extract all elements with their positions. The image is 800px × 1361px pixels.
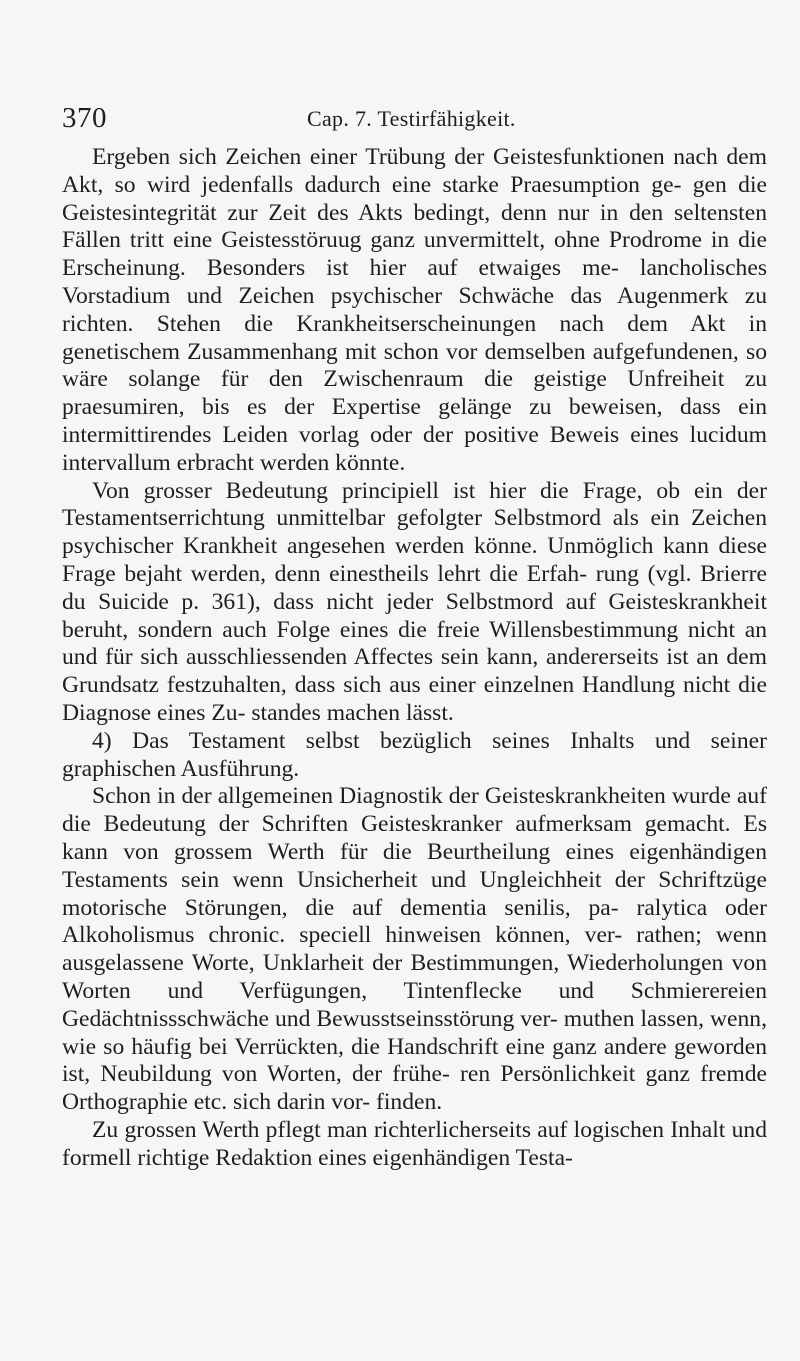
- running-head: Cap. 7. Testirfähigkeit.: [307, 106, 516, 131]
- page-number: 370: [62, 102, 107, 134]
- paragraph: Schon in der allgemeinen Diagnostik der Geisteskrankheiten wurde auf die Bedeutung der Schriften Geisteskranker aufmerksam gemacht. Es kann von grossem Werth für die Beurtheilung eines eigenhändigen Testaments sein wenn Unsicherheit und Ungleichheit der Schriftzüge motorische Störungen, die auf dementia senilis, pa- ralytica oder Alkoholismus chronic. speciell hinweisen können, ver- rathen; wenn ausgelassene Worte, Unklarheit der Bestimmungen, Wiederholungen von Worten und Verfügungen, Tintenflecke und Schmierereien Gedächtnissschwäche und Bewusstseinsstörung ver- muthen lassen, wenn, wie so häufig bei Verrückten, die Handschrift eine ganz andere geworden ist, Neubildung von Worten, der frühe- ren Persönlichkeit ganz fremde Orthographie etc. sich darin vor- finden.: [62, 783, 767, 1116]
- paragraph: Von grosser Bedeutung principiell ist hier die Frage, ob ein der Testamentserrichtung unmittelbar gefolgter Selbstmord als ein Zeichen psychischer Krankheit angesehen werden könne. Unmöglich kann diese Frage bejaht werden, denn einestheils lehrt die Erfah- rung (vgl. Brierre du Suicide p. 361), dass nicht jeder Selbstmord auf Geisteskrankheit beruht, sondern auch Folge eines die freie Willensbestimmung nicht an und für sich ausschliessenden Affectes sein kann, andererseits ist an dem Grundsatz festzuhalten, dass sich aus einer einzelnen Handlung nicht die Diagnose eines Zu- standes machen lässt.: [62, 477, 767, 726]
- paragraph: Ergeben sich Zeichen einer Trübung der Geistesfunktionen nach dem Akt, so wird jedenfalls dadurch eine starke Praesumption ge- gen die Geistesintegrität zur Zeit des Akts bedingt, denn nur in den seltensten Fällen tritt eine Geistesstöruug ganz unvermittelt, ohne Prodrome in die Erscheinung. Besonders ist hier auf etwaiges me- lancholisches Vorstadium und Zeichen psychischer Schwäche das Augenmerk zu richten. Stehen die Krankheitserscheinungen nach dem Akt in genetischem Zusammenhang mit schon vor demselben aufgefundenen, so wäre solange für den Zwischenraum die geistige Unfreiheit zu praesumiren, bis es der Expertise gelänge zu beweisen, dass ein intermittirendes Leiden vorlag oder der positive Beweis eines lucidum intervallum erbracht werden könnte.: [62, 144, 767, 476]
- body-text: [62, 144, 767, 1172]
- page-header: [62, 102, 762, 142]
- paragraph: Zu grossen Werth pflegt man richterlicherseits auf logischen Inhalt und formell richtige Redaktion eines eigenhändigen Testa-: [62, 1116, 767, 1171]
- section-heading: 4) Das Testament selbst bezüglich seines Inhalts und seiner graphischen Ausführung.: [62, 727, 767, 782]
